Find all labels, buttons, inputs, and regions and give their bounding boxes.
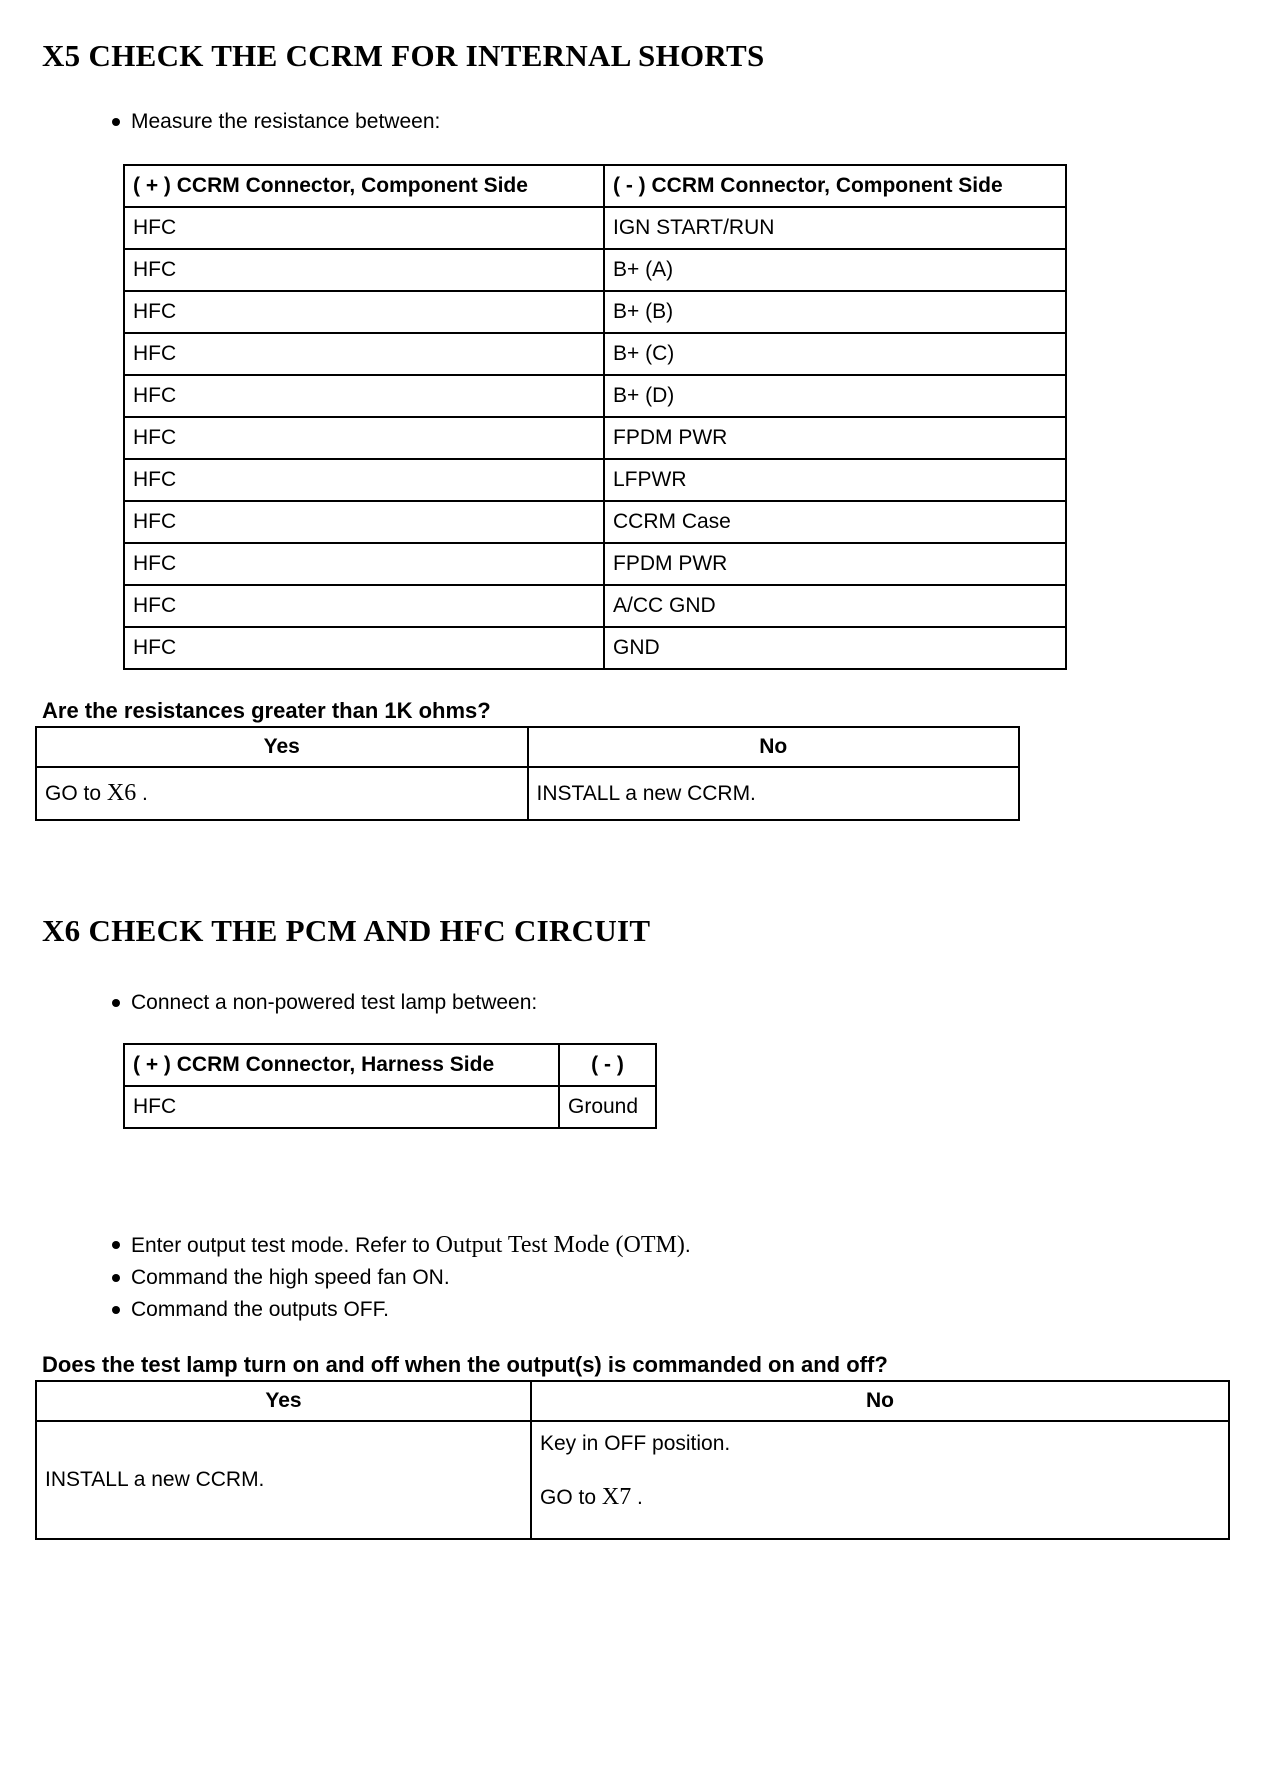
go-to-text: GO to <box>540 1486 602 1509</box>
x6-reference-link[interactable]: X6 <box>106 780 137 806</box>
decision-row <box>36 767 1019 820</box>
table-cell: HFC <box>124 417 604 459</box>
go-to-line <box>540 1484 1220 1511</box>
table-cell: B+ (D) <box>604 375 1066 417</box>
table-cell: FPDM PWR <box>604 417 1066 459</box>
table-cell: GND <box>604 627 1066 669</box>
yes-cell: INSTALL a new CCRM. <box>36 1421 531 1539</box>
table-row <box>124 207 1066 249</box>
table-cell: Ground <box>559 1086 656 1128</box>
table-cell: B+ (B) <box>604 291 1066 333</box>
decision-header-row <box>36 1381 1229 1421</box>
resistance-table <box>123 164 1067 670</box>
table-cell: LFPWR <box>604 459 1066 501</box>
table-cell: B+ (C) <box>604 333 1066 375</box>
x5-question: Are the resistances greater than 1K ohms? <box>42 698 491 723</box>
otm-reference-link[interactable]: Output Test Mode (OTM) <box>435 1232 685 1258</box>
table-cell: IGN START/RUN <box>604 207 1066 249</box>
table-cell: HFC <box>124 249 604 291</box>
table-cell: HFC <box>124 207 604 249</box>
yes-cell <box>36 767 528 820</box>
table-row <box>124 543 1066 585</box>
table-cell: HFC <box>124 375 604 417</box>
column-header-positive: ( + ) CCRM Connector, Harness Side <box>124 1044 559 1086</box>
table-row <box>124 249 1066 291</box>
table-cell: HFC <box>124 501 604 543</box>
table-cell: HFC <box>124 543 604 585</box>
table-row <box>124 333 1066 375</box>
table-cell: B+ (A) <box>604 249 1066 291</box>
no-header: No <box>528 727 1020 767</box>
table-row <box>124 459 1066 501</box>
table-row <box>124 627 1066 669</box>
column-header-negative: ( - ) CCRM Connector, Component Side <box>604 165 1066 207</box>
connect-bullet: Connect a non-powered test lamp between: <box>112 991 1234 1015</box>
table-cell: A/CC GND <box>604 585 1066 627</box>
x6-decision-table <box>35 1380 1230 1540</box>
otm-bullet <box>112 1233 1234 1258</box>
table-row <box>124 585 1066 627</box>
table-cell: HFC <box>124 459 604 501</box>
table-cell: HFC <box>124 291 604 333</box>
table-row <box>124 291 1066 333</box>
table-header-row <box>124 1044 656 1086</box>
x6-bullet-list <box>112 991 1234 1015</box>
no-cell <box>531 1421 1229 1539</box>
x5-decision-table <box>35 726 1020 821</box>
table-cell: HFC <box>124 585 604 627</box>
measure-bullet: Measure the resistance between: <box>112 110 1234 134</box>
x6-question: Does the test lamp turn on and off when the output(s) is commanded on and off? <box>42 1352 888 1377</box>
table-cell: HFC <box>124 1086 559 1128</box>
key-off-text: Key in OFF position. <box>540 1432 731 1455</box>
no-cell: INSTALL a new CCRM. <box>528 767 1020 820</box>
x5-bullet-list <box>112 110 1234 134</box>
table-header-row <box>124 165 1066 207</box>
table-cell: HFC <box>124 627 604 669</box>
otm-suffix: . <box>684 1234 691 1257</box>
column-header-negative: ( - ) <box>559 1044 656 1086</box>
go-to-suffix: . <box>136 782 148 805</box>
yes-header: Yes <box>36 727 528 767</box>
table-row <box>124 501 1066 543</box>
outputs-bullet: Command the outputs OFF. <box>112 1298 1234 1322</box>
table-row <box>124 417 1066 459</box>
table-cell: FPDM PWR <box>604 543 1066 585</box>
go-to-suffix: . <box>631 1486 643 1509</box>
x7-reference-link[interactable]: X7 <box>601 1484 632 1510</box>
section-x6-title: X6 CHECK THE PCM AND HFC CIRCUIT <box>42 913 651 948</box>
otm-text: Enter output test mode. Refer to <box>131 1234 436 1257</box>
table-row <box>124 375 1066 417</box>
fan-bullet: Command the high speed fan ON. <box>112 1266 1234 1290</box>
decision-header-row <box>36 727 1019 767</box>
section-x5-title: X5 CHECK THE CCRM FOR INTERNAL SHORTS <box>42 38 765 73</box>
yes-header: Yes <box>36 1381 531 1421</box>
no-header: No <box>531 1381 1229 1421</box>
table-cell: HFC <box>124 333 604 375</box>
test-lamp-table <box>123 1043 657 1129</box>
x6-steps-list <box>112 1233 1234 1322</box>
column-header-positive: ( + ) CCRM Connector, Component Side <box>124 165 604 207</box>
decision-row <box>36 1421 1229 1539</box>
table-row <box>124 1086 656 1128</box>
go-to-text: GO to <box>45 782 107 805</box>
table-cell: CCRM Case <box>604 501 1066 543</box>
